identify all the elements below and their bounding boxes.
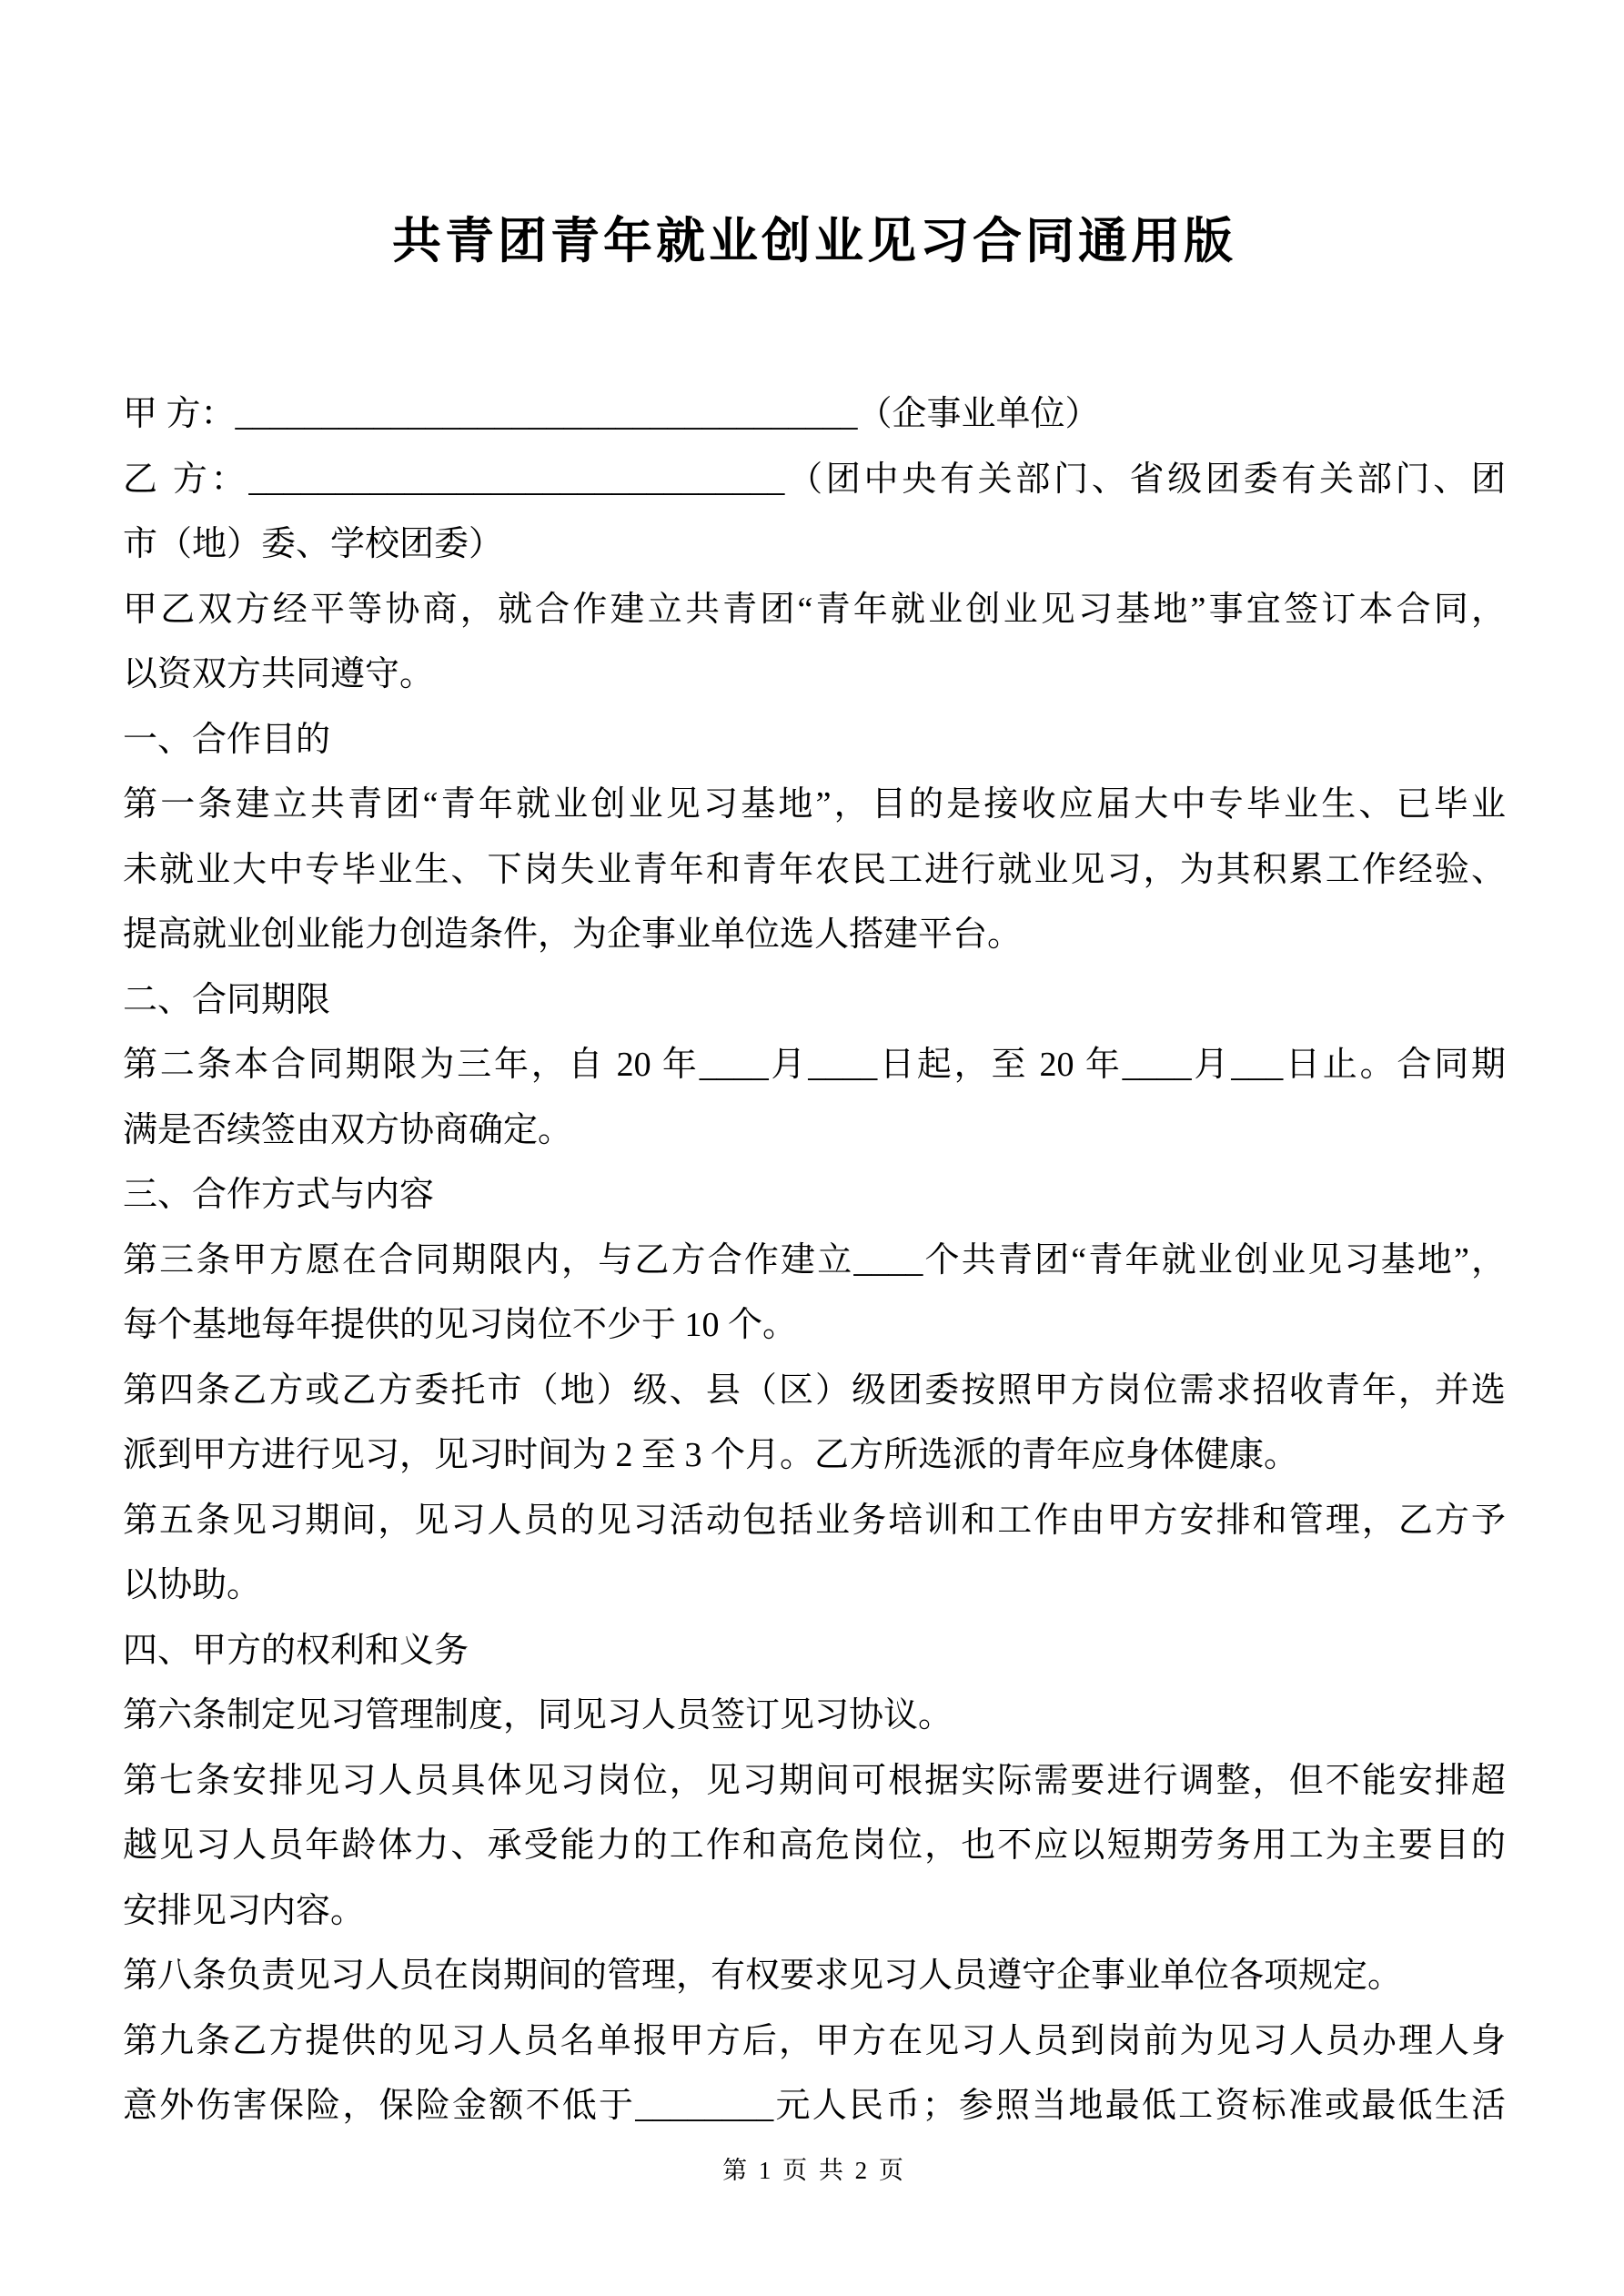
doc-line: 第一条建立共青团“青年就业创业见习基地”，目的是接收应届大中专毕业生、已毕业 <box>123 785 1506 824</box>
doc-line: 第七条安排见习人员具体见习岗位，见习期间可根据实际需要进行调整，但不能安排超 <box>123 1761 1506 1800</box>
page-footer: 第 1 页 共 2 页 <box>722 2156 906 2184</box>
doc-line: 每个基地每年提供的见习岗位不少于 10 个。 <box>123 1306 798 1344</box>
doc-line: 市（地）委、学校团委） <box>123 525 504 563</box>
doc-line: 派到甲方进行见习，见习时间为 2 至 3 个月。乙方所选派的青年应身体健康。 <box>123 1436 1299 1474</box>
doc-line: 第二条本合同期限为三年，自 20 年____月____日起，至 20 年____月___日止。合同期 <box>123 1046 1506 1084</box>
doc-line: 四、甲方的权利和义务 <box>123 1631 469 1670</box>
doc-line: 甲 方：____________________________________（企事业单位） <box>123 395 1100 433</box>
doc-line: 以协助。 <box>123 1566 262 1604</box>
doc-line: 第四条乙方或乙方委托市（地）级、县（区）级团委按照甲方岗位需求招收青年，并选 <box>123 1371 1506 1410</box>
doc-line: 第三条甲方愿在合同期限内，与乙方合作建立____个共青团“青年就业创业见习基地”， <box>123 1240 1506 1279</box>
doc-line: 第五条见习期间，见习人员的见习活动包括业务培训和工作由甲方安排和管理，乙方予 <box>123 1501 1506 1540</box>
doc-line: 提高就业创业能力创造条件，为企事业单位选人搭建平台。 <box>123 915 1023 954</box>
doc-line: 甲乙双方经平等协商，就合作建立共青团“青年就业创业见习基地”事宜签订本合同， <box>123 590 1506 629</box>
doc-line: 三、合作方式与内容 <box>123 1176 435 1214</box>
doc-line: 二、合同期限 <box>123 980 331 1019</box>
doc-line: 第八条负责见习人员在岗期间的管理，有权要求见习人员遵守企事业单位各项规定。 <box>123 1957 1403 1995</box>
doc-line: 满是否续签由双方协商确定。 <box>123 1110 573 1149</box>
doc-line: 安排见习内容。 <box>123 1891 366 1930</box>
doc-line: 一、合作目的 <box>123 720 331 759</box>
doc-line: 第九条乙方提供的见习人员名单报甲方后，甲方在见习人员到岗前为见习人员办理人身 <box>123 2021 1506 2060</box>
document-title: 共青团青年就业创业见习合同通用版 <box>392 214 1236 268</box>
doc-line: 意外伤害保险，保险金额不低于________元人民币；参照当地最低工资标准或最低生活 <box>123 2087 1506 2125</box>
document-body <box>123 382 1506 2139</box>
doc-line: 越见习人员年龄体力、承受能力的工作和高危岗位，也不应以短期劳务用工为主要目的 <box>123 1826 1506 1865</box>
doc-line: 未就业大中专毕业生、下岗失业青年和青年农民工进行就业见习，为其积累工作经验、 <box>123 850 1506 889</box>
doc-line: 以资双方共同遵守。 <box>123 655 435 693</box>
doc-line: 乙 方：_______________________________（团中央有关部门、省级团委有关部门、团 <box>123 460 1506 499</box>
doc-line: 第六条制定见习管理制度，同见习人员签订见习协议。 <box>123 1696 953 1735</box>
